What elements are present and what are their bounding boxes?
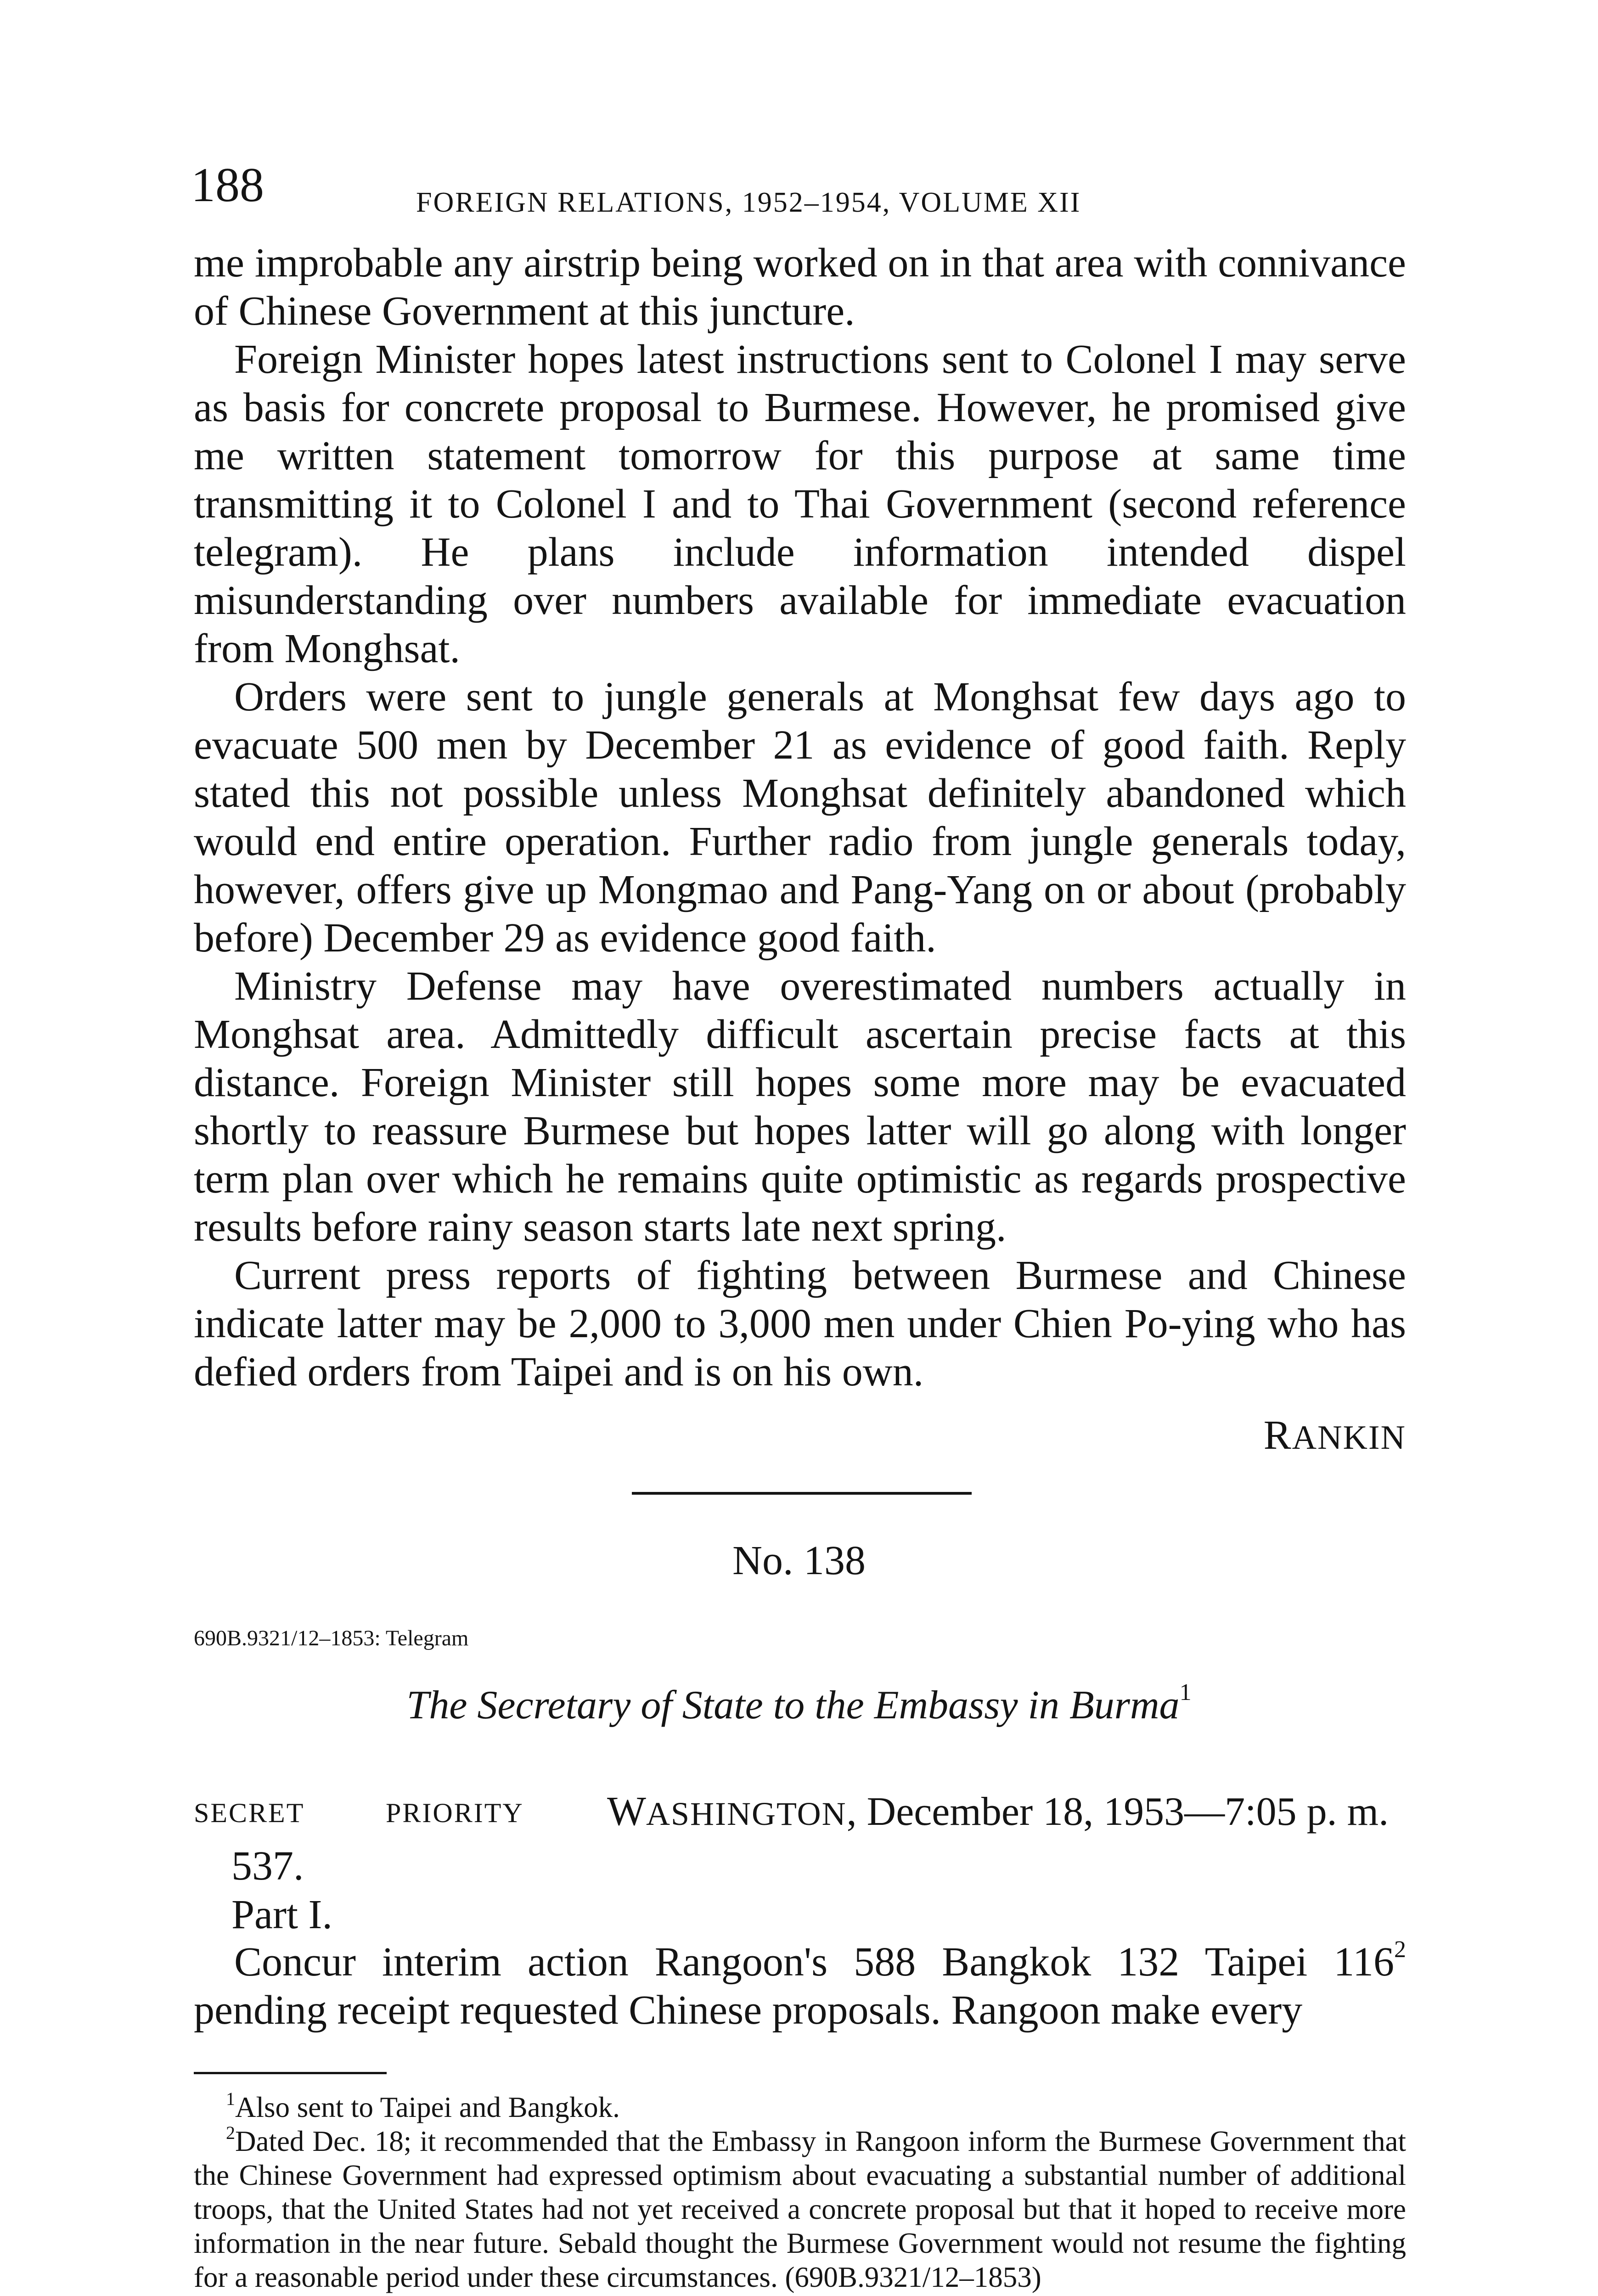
date-time: , December 18, 1953—7:05 p. m. — [846, 1790, 1389, 1834]
document-body — [194, 1938, 1406, 2034]
telegram-number: 537. — [231, 1843, 304, 1889]
footnote-divider — [194, 2072, 387, 2074]
dateline — [607, 1791, 1389, 1832]
running-head: FOREIGN RELATIONS, 1952–1954, VOLUME XII — [416, 187, 1081, 218]
heading-text: The Secretary of State to the Embassy in Burma — [406, 1683, 1180, 1728]
section-divider — [632, 1492, 972, 1495]
body-text-start: Concur interim action Rangoon's 588 Bangkok 132 Taipei 116 — [234, 1939, 1394, 1985]
paragraph: Current press reports of fighting between Burmese and Chinese indicate latter may be 2,000 to 3,000 men under Chien Po-ying who has defied orders from Taipei and is on his own. — [194, 1253, 1406, 1395]
place-rest: ASHINGTON — [646, 1795, 847, 1832]
body-text-end: pending receipt requested Chinese proposals. Rangoon make every — [194, 1987, 1303, 2033]
footnote-marker: 2 — [226, 2122, 235, 2143]
part-label: Part I. — [231, 1892, 332, 1937]
document-heading — [0, 1679, 1598, 1728]
footnotes — [194, 2090, 1406, 2294]
paragraph — [194, 1938, 1406, 2034]
paragraph: Foreign Minister hopes latest instructions sent to Colonel I may serve as basis for concrete proposal to Burmese. However, he promised give me written statement tomorrow for this purpose at same time transmitting it to Colonel I and to Thai Government (second reference telegram). He plans include information intended dispel misunderstanding over numbers available for immediate evacuation from Monghsat. — [194, 337, 1406, 671]
footnote-text: Dated Dec. 18; it recommended that the Embassy in Rangoon inform the Burmese Government that the Chinese Government had expressed optimism about evacuating a substantial number of additional troops, that the United States had not yet received a concrete proposal but that it hoped to receive more information in the near future. Sebald thought the Burmese Government would not resume the fighting for a reasonable period under these circumstances. (690B.9321/12–1853) — [194, 2125, 1406, 2293]
file-reference: 690B.9321/12–1853: Telegram — [194, 1626, 469, 1650]
footnote-reference: 1 — [1179, 1679, 1192, 1705]
previous-document-body — [194, 239, 1406, 1459]
footnote-marker: 1 — [226, 2088, 235, 2109]
page-number: 188 — [191, 158, 264, 212]
paragraph: Orders were sent to jungle generals at Monghsat few days ago to evacuate 500 men by December 21 as evidence of good faith. Reply stated this not possible unless Monghsat definitely abandoned which would end entire operation. Further radio from jungle generals today, however, offers give up Mongmao and Pang-Yang on or about (probably before) December 29 as evidence good faith. — [194, 674, 1406, 961]
signature-initial: R — [1263, 1412, 1292, 1458]
classification-label: SECRET — [194, 1798, 305, 1828]
footnote-reference: 2 — [1394, 1936, 1406, 1963]
paragraph: Ministry Defense may have overestimated numbers actually in Monghsat area. Admittedly difficult ascertain precise facts at this distance. Foreign Minister still hopes some more may be evacuated shortly to reassure Burmese but hopes latter will go along with longer term plan over which he remains quite optimistic as regards prospective results before rainy season starts late next spring. — [194, 963, 1406, 1250]
signature — [194, 1412, 1406, 1459]
document-number: No. 138 — [732, 1538, 866, 1583]
place-initial: W — [607, 1789, 646, 1834]
footnote-text: Also sent to Taipei and Bangkok. — [235, 2091, 620, 2123]
footnote — [194, 2124, 1406, 2294]
paragraph: me improbable any airstrip being worked on in that area with connivance of Chinese Government at this juncture. — [194, 240, 1406, 334]
signature-rest: ANKIN — [1292, 1419, 1406, 1457]
precedence-label: PRIORITY — [386, 1798, 524, 1828]
footnote — [194, 2090, 1406, 2124]
